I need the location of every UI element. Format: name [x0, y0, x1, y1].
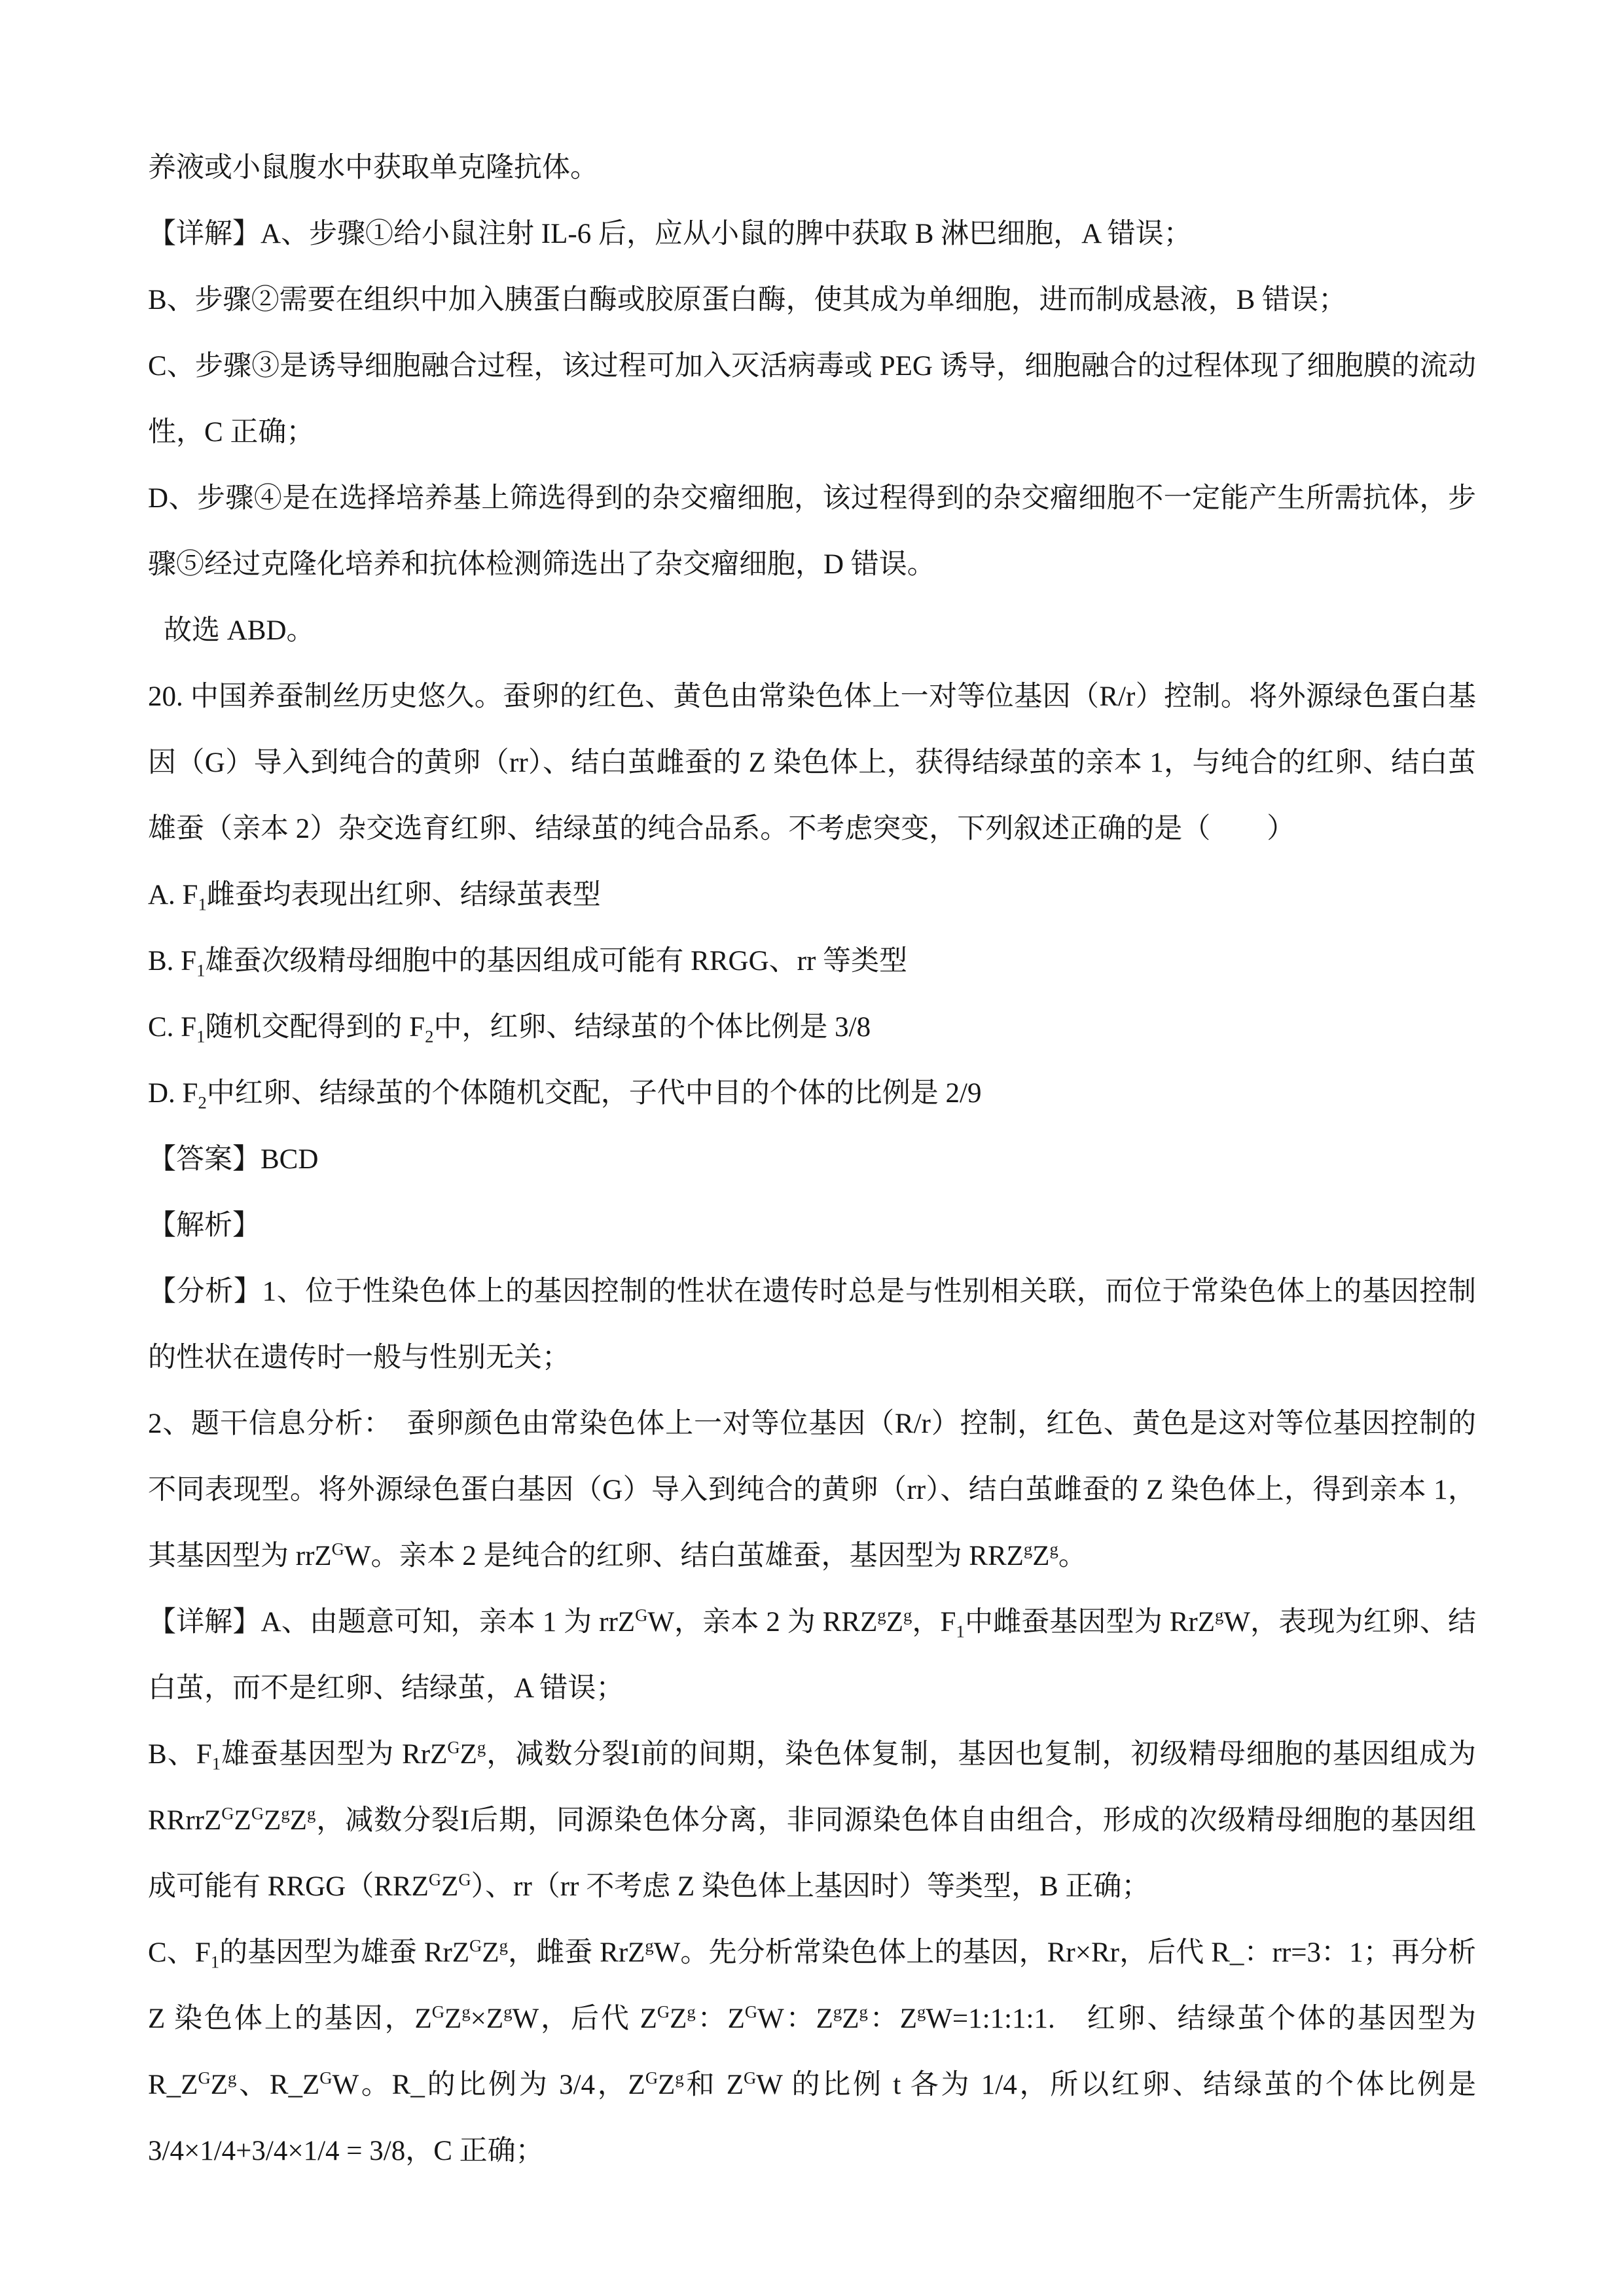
- detail-20-option-b: B、$F_1$雄蚕基因型为 $RrZ^GZ^g$，减数分裂I前的间期，染色体复制，基因也复制，初级精母细胞的基因组成为 $RRrrZ^GZ^GZ^gZ^g$，减数分裂I后期，同源染色体分离，非同源染色体自由组合，形成的次级精母细胞的基因组成可能有 $RRGG(RRZ^GZ^G)$、rr（rr 不考虑 Z 染色体上基因时）等类型，B 正确；: [148, 1737, 1476, 1902]
- continued-text: 养液或小鼠腹水中获取单克隆抗体。: [148, 152, 598, 183]
- document-body: [148, 135, 1476, 2184]
- final-answer: 故选 ABD。: [164, 615, 315, 646]
- question-20-option-a: A. $F_1$雌蚕均表现出红卵、结绿茧表型: [148, 880, 601, 914]
- answer-badge: 【答案】BCD: [148, 1144, 319, 1175]
- question-20-option-b: B. $F_1$雄蚕次级精母细胞中的基因组成可能有 RRGG、rr 等类型: [148, 946, 908, 980]
- detail-20-option-a: 【详解】A、由题意可知，亲本 1 为 rrZ$^G$W，亲本 2 为 $RRZ^gZ^g$，$F_1$中雌蚕基因型为 RrZ$^g$W，表现为红卵、结白茧，而不是红卵、结绿茧，A 错误；: [148, 1605, 1476, 1704]
- analysis-point-1: 【分析】1、位于性染色体上的基因控制的性状在遗传时总是与性别相关联，而位于常染色体上的基因控制的性状在遗传时一般与性别无关；: [148, 1276, 1476, 1373]
- detail-19-option-b: B、步骤②需要在组织中加入胰蛋白酶或胶原蛋白酶，使其成为单细胞，进而制成悬液，B 错误；: [148, 285, 1347, 315]
- question-20-option-c: C. $F_1$随机交配得到的 $F_2$中，红卵、结绿茧的个体比例是 3/8: [148, 1012, 871, 1047]
- question-20-option-d: D. $F_2$中红卵、结绿茧的个体随机交配，子代中目的个体的比例是 2/9: [148, 1078, 982, 1113]
- analysis-point-2: 2、题干信息分析： 蚕卵颜色由常染色体上一对等位基因（R/r）控制，红色、黄色是这对等位基因控制的不同表现型。将外源绿色蛋白基因（G）导入到纯合的黄卵（rr）、结白茧雌蚕的 Z 染色体上，得到亲本 1，其基因型为 rrZ$^G$W。亲本 2 是纯合的红卵、结白茧雄蚕，基因型为 $RRZ^gZ^g$。: [148, 1408, 1476, 1571]
- detail-19-option-d: D、步骤④是在选择培养基上筛选得到的杂交瘤细胞，该过程得到的杂交瘤细胞不一定能产生所需抗体，步骤⑤经过克隆化培养和抗体检测筛选出了杂交瘤细胞，D 错误。: [148, 483, 1476, 580]
- detail-19-option-c: C、步骤③是诱导细胞融合过程，该过程可加入灭活病毒或 PEG 诱导，细胞融合的过程体现了细胞膜的流动性，C 正确；: [148, 351, 1476, 448]
- detail-19-option-a: 【详解】A、步骤①给小鼠注射 IL-6 后，应从小鼠的脾中获取 B 淋巴细胞，A 错误；: [148, 219, 1192, 249]
- analysis-header: 【解析】: [148, 1210, 261, 1241]
- question-20-stem: 20. 中国养蚕制丝历史悠久。蚕卵的红色、黄色由常染色体上一对等位基因（R/r）控制。将外源绿色蛋白基因（G）导入到纯合的黄卵（rr）、结白茧雌蚕的 Z 染色体上，获得结绿茧的亲本 1，与纯合的红卵、结白茧雄蚕（亲本 2）杂交选育红卵、结绿茧的纯合品系。不考虑突变，下列叙述正确的是（ ）: [148, 681, 1476, 844]
- detail-20-option-c: C、$F_1$的基因型为雄蚕 $RrZ^GZ^g$，雌蚕 RrZ$^g$W。先分析常染色体上的基因，Rr×Rr，后代 R_：rr=3：1；再分析 Z 染色体上的基因，$Z^GZ^g\times Z^gW$，后代 $Z^GZ^g$：$Z^GW$：$Z^gZ^g$：$Z^gW=1:1:1:1$. 红卵、结绿茧个体的基因型为 $R\_Z^GZ^g$、$R\_Z^GW$。R_的比例为 3/4，$Z^GZ^g$和 $Z^GW$ 的比例 t 各为 1/4，所以红卵、结绿茧的个体比例是 3/4×1/4+3/4×1/4 = 3/8，C 正确；: [148, 1935, 1476, 2166]
